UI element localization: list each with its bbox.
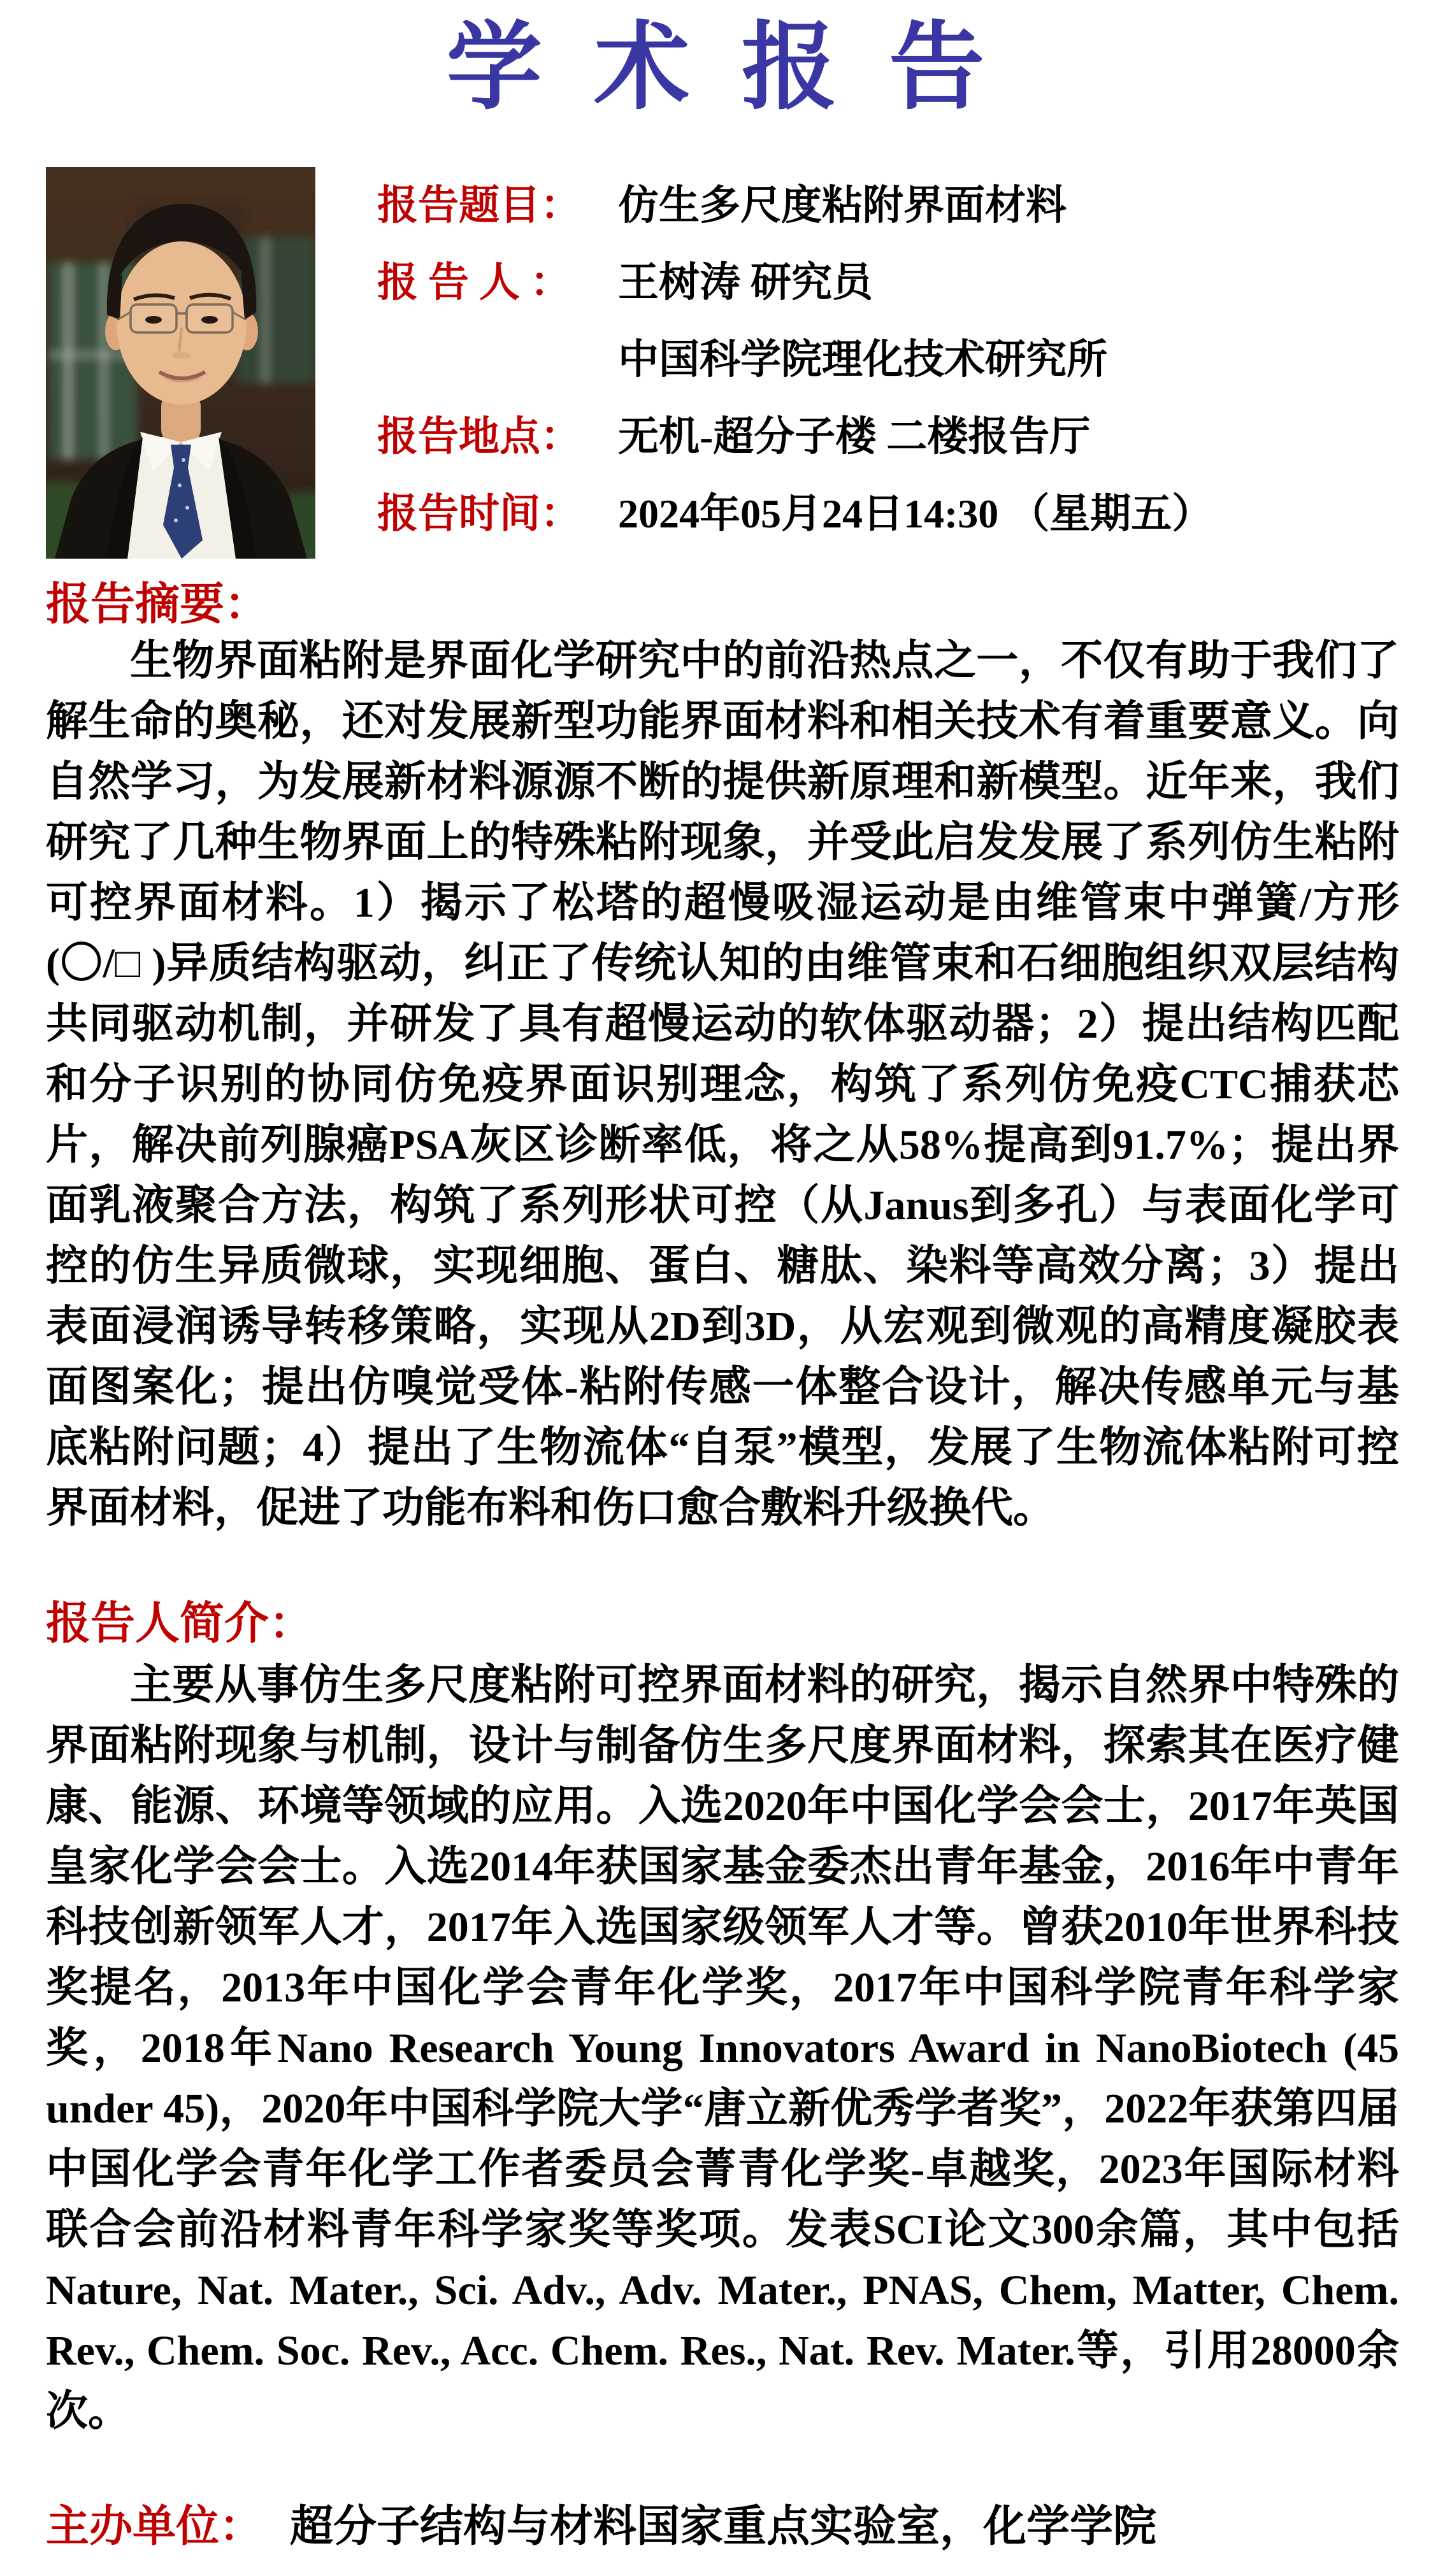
venue-value: 无机-超分子楼 二楼报告厅 [618,413,1091,459]
bio-body: 主要从事仿生多尺度粘附可控界面材料的研究，揭示自然界中特殊的界面粘附现象与机制，设计与制备仿生多尺度界面材料，探索其在医疗健康、能源、环境等领域的应用。入选2020年中国化学会会士，2017年英国皇家化学会会士。入选2014年获国家基金委杰出青年基金，2016年中青年科技创新领军人才，2017年入选国家级领军人才等。曾获2010年世界科技奖提名，2013年中国化学会青年化学奖，2017年中国科学院青年科学家奖，2018年Nano Research Young Innovators Award in NanoBiotech (45 under 45)，2020年中国科学院大学“唐立新优秀学者奖”，2022年获第四届中国化学会青年化学工作者委员会菁青化学奖-卓越奖，2023年国际材料联合会前沿材料青年科学家奖等奖项。发表SCI论文300余篇，其中包括Nature, Nat. Mater., Sci. Adv., Adv. Mater., PNAS, Chem, Matter, Chem. Rev., Chem. Soc. Rev., Acc. Chem. Res., Nat. Rev. Mater.等，引用28000余次。 [46,1662,1399,2435]
info-row-topic [377,163,1409,240]
header-info [377,163,1409,548]
speaker-photo-graphic [46,167,315,559]
bio-heading: 报告人简介： [46,1599,313,1649]
time-label: 报告时间： [377,490,581,536]
speaker-photo [46,167,315,559]
venue-label: 报告地点： [377,413,581,459]
organizer-value: 超分子结构与材料国家重点实验室，化学学院 [290,2502,1157,2551]
affiliation-value: 中国科学院理化技术研究所 [618,336,1107,382]
page-title: 学 术 报 告 [446,15,999,121]
info-row-speaker [377,240,1409,317]
speaker-label: 报 告 人 ： [377,259,571,305]
abstract-body: 生物界面粘附是界面化学研究中的前沿热点之一，不仅有助于我们了解生命的奥秘，还对发展新型功能界面材料和相关技术有着重要意义。向自然学习，为发展新材料源源不断的提供新原理和新模型。近年来，我们研究了几种生物界面上的特殊粘附现象，并受此启发发展了系列仿生粘附可控界面材料。1）揭示了松塔的超慢吸湿运动是由维管束中弹簧/方形(〇/□ )异质结构驱动，纠正了传统认知的由维管束和石细胞组织双层结构共同驱动机制，并研发了具有超慢运动的软体驱动器；2）提出结构匹配和分子识别的协同仿免疫界面识别理念，构筑了系列仿免疫CTC捕获芯片，解决前列腺癌PSA灰区诊断率低，将之从58%提高到91.7%；提出界面乳液聚合方法，构筑了系列形状可控（从Janus到多孔）与表面化学可控的仿生异质微球，实现细胞、蛋白、糖肽、染料等高效分离；3）提出表面浸润诱导转移策略，实现从2D到3D，从宏观到微观的高精度凝胶表面图案化；提出仿嗅觉受体-粘附传感一体整合设计，解决传感单元与基底粘附问题；4）提出了生物流体“自泵”模型，发展了生物流体粘附可控界面材料，促进了功能布料和伤口愈合敷料升级换代。 [46,638,1399,1531]
organizer-row [46,2492,1156,2554]
abstract-heading: 报告摘要： [46,580,269,629]
topic-value: 仿生多尺度粘附界面材料 [618,182,1067,228]
speaker-value: 王树涛 研究员 [618,259,873,305]
info-row-affiliation [377,317,1409,394]
info-row-time [377,471,1409,548]
time-value: 2024年05月24日14:30 （星期五） [618,490,1213,536]
topic-label: 报告题目： [377,182,581,228]
organizer-label: 主办单位： [46,2502,263,2551]
info-row-venue [377,394,1409,471]
